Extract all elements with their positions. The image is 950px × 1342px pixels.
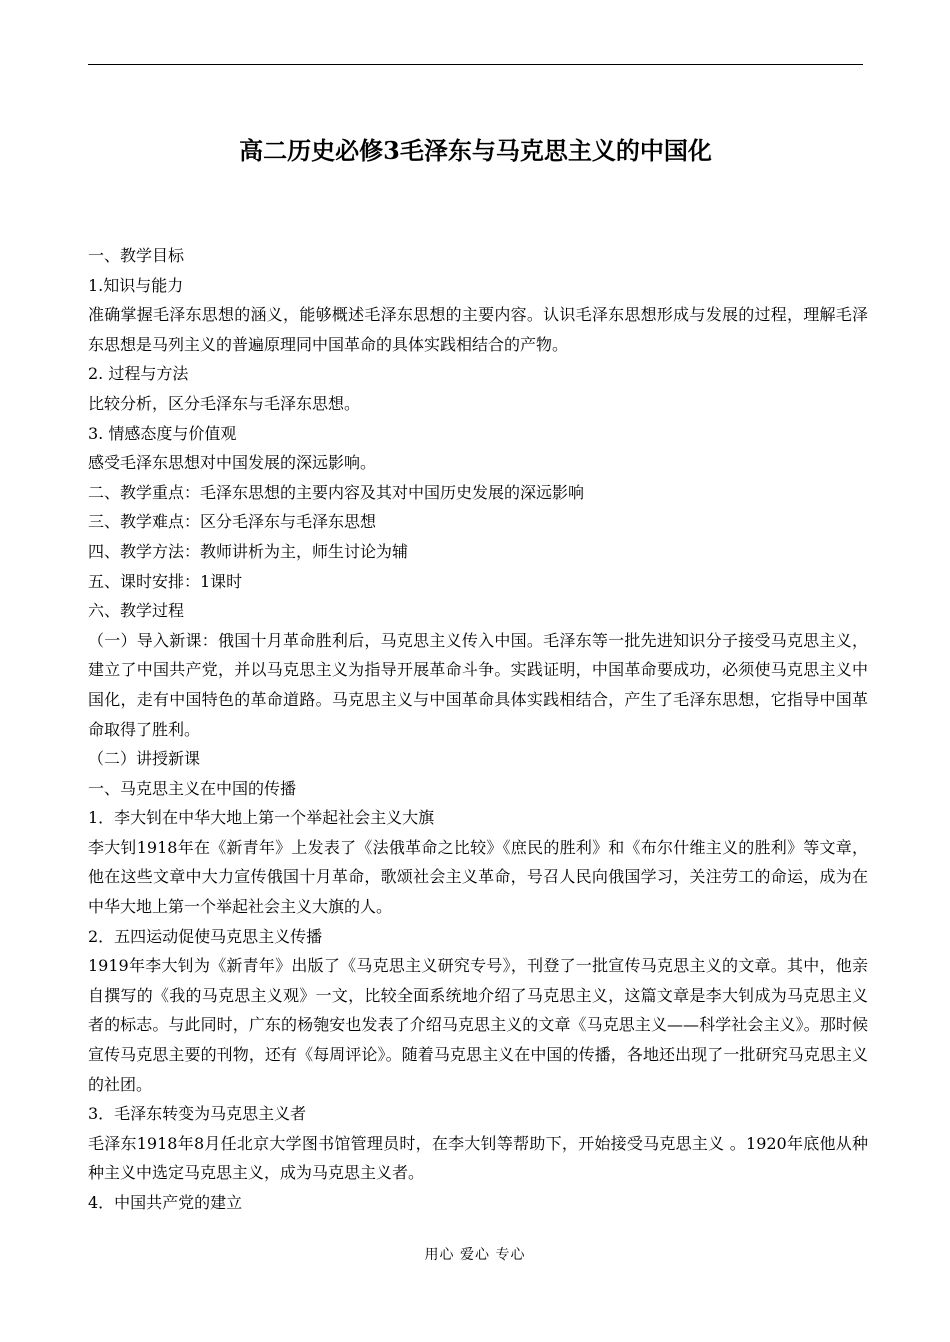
page-footer: 用心 爱心 专心 <box>424 1247 526 1263</box>
section-heading-objectives: 一、教学目标 <box>88 246 185 265</box>
subheading-new-lesson: （二）讲授新课 <box>88 749 201 769</box>
key-point: 二、教学重点：毛泽东思想的主要内容及其对中国历史发展的深远影响 <box>88 482 585 502</box>
class-hours: 五、课时安排：1课时 <box>88 571 243 591</box>
document-body <box>88 241 868 1218</box>
subheading-cpc-founding: 4．中国共产党的建立 <box>88 1193 243 1212</box>
subheading-process: 2. 过程与方法 <box>88 364 189 384</box>
subheading-knowledge: 1.知识与能力 <box>88 275 184 295</box>
paragraph-introduction: （一）导入新课：俄国十月革命胜利后，马克思主义传入中国。毛泽东等一批先进知识分子接受马克思主义，建立了中国共产党，并以马克思主义为指导开展革命斗争。实践证明，中国革命要成功，必须使马克思主义中国化，走有中国特色的革命道路。马克思主义与中国革命具体实践相结合，产生了毛泽东思想，它指导中国革命取得了胜利。 <box>88 630 868 739</box>
section-heading-process: 六、教学过程 <box>88 601 185 621</box>
document-title: 高二历史必修3毛泽东与马克思主义的中国化 <box>239 136 712 165</box>
teaching-method: 四、教学方法：教师讲析为主，师生讨论为辅 <box>88 541 409 561</box>
paragraph-values: 感受毛泽东思想对中国发展的深远影响。 <box>88 453 377 473</box>
subheading-mao-transition: 3．毛泽东转变为马克思主义者 <box>88 1104 307 1124</box>
difficult-point: 三、教学难点：区分毛泽东与毛泽东思想 <box>88 512 377 532</box>
paragraph-process: 比较分析，区分毛泽东与毛泽东思想。 <box>88 393 361 413</box>
paragraph-li-dazhao: 李大钊1918年在《新青年》上发表了《法俄革命之比较》《庶民的胜利》和《布尔什维主义的胜利》等文章，他在这些文章中大力宣传俄国十月革命，歌颂社会主义革命，号召人民向俄国学习，关注劳工的命运，成为在中华大地上第一个举起社会主义大旗的人。 <box>88 837 868 917</box>
header-rule <box>88 64 863 65</box>
paragraph-knowledge: 准确掌握毛泽东思想的涵义，能够概述毛泽东思想的主要内容。认识毛泽东思想形成与发展的过程，理解毛泽东思想是马列主义的普遍原理同中国革命的具体实践相结合的产物。 <box>88 305 868 354</box>
subheading-values: 3. 情感态度与价值观 <box>88 423 237 443</box>
paragraph-may-fourth: 1919年李大钊为《新青年》出版了《马克思主义研究专号》，刊登了一批宣传马克思主义的文章。其中，他亲自撰写的《我的马克思主义观》一文，比较全面系统地介绍了马克思主义，这篇文章是李大钊成为马克思主义者的标志。与此同时，广东的杨匏安也发表了介绍马克思主义的文章《马克思主义——科学社会主义》。那时候宣传马克思主要的刊物，还有《每周评论》。随着马克思主义在中国的传播，各地还出现了一批研究马克思主义的社团。 <box>88 956 868 1094</box>
section-heading-spread: 一、马克思主义在中国的传播 <box>88 778 297 798</box>
subheading-li-dazhao: 1．李大钊在中华大地上第一个举起社会主义大旗 <box>88 808 435 828</box>
subheading-may-fourth: 2．五四运动促使马克思主义传播 <box>88 926 323 946</box>
paragraph-mao-transition: 毛泽东1918年8月任北京大学图书馆管理员时，在李大钊等帮助下，开始接受马克思主义 。1920年底他从种种主义中选定马克思主义，成为马克思主义者。 <box>88 1133 868 1183</box>
